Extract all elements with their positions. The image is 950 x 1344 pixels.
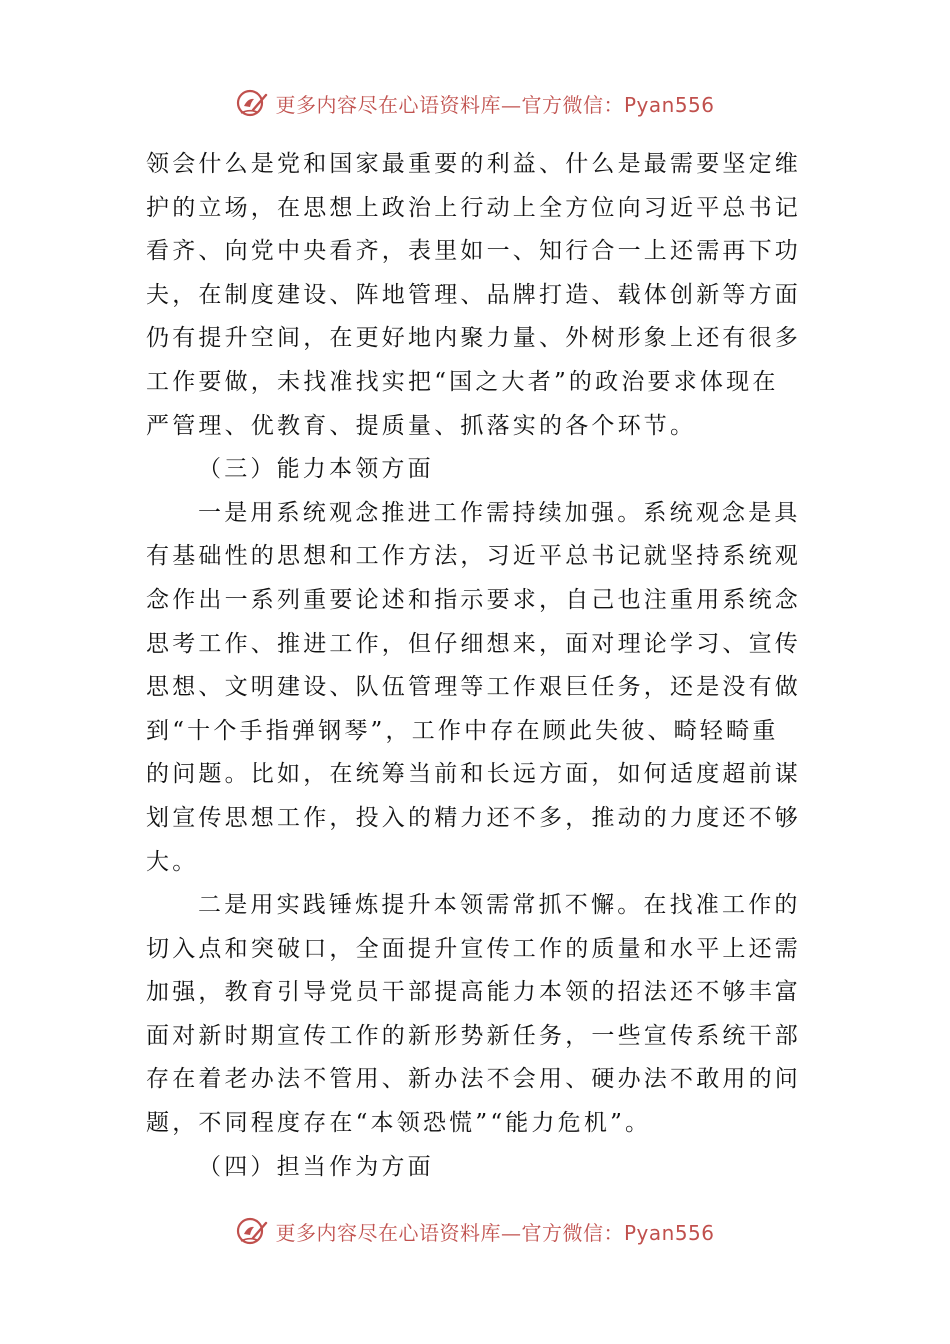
text-line: 严管理、优教育、提质量、抓落实的各个环节。 <box>146 412 697 439</box>
section-heading-ability: （三）能力本领方面 <box>198 456 434 483</box>
text-line: 题，不同程度存在“本领恐慌”“能力危机”。 <box>146 1110 652 1137</box>
text-line: 面对新时期宣传工作的新形势新任务，一些宣传系统干部 <box>146 1022 801 1049</box>
text-line: 的问题。比如，在统筹当前和长远方面，如何适度超前谋 <box>146 761 801 788</box>
text-line: 切入点和突破口，全面提升宣传工作的质量和水平上还需 <box>146 935 801 962</box>
text-line: 划宣传思想工作，投入的精力还不多，推动的力度还不够 <box>146 804 801 831</box>
pen-logo-icon <box>235 86 269 120</box>
text-line: 思想、文明建设、队伍管理等工作艰巨任务，还是没有做 <box>146 674 801 701</box>
watermark-wechat-id: Pyan556 <box>623 92 715 117</box>
text-line: 大。 <box>146 848 199 875</box>
pen-logo-icon <box>235 1214 269 1248</box>
watermark-text <box>275 1217 714 1246</box>
text-line: 到“十个手指弹钢琴”，工作中存在顾此失彼、畸轻畸重 <box>146 717 779 744</box>
text-line: 存在着老办法不管用、新办法不会用、硬办法不敢用的问 <box>146 1066 801 1093</box>
text-line: 思考工作、推进工作，但仔细想来，面对理论学习、宣传 <box>146 630 801 657</box>
text-line: 护的立场，在思想上政治上行动上全方位向习近平总书记 <box>146 194 801 221</box>
text-line: 一是用系统观念推进工作需持续加强。系统观念是具 <box>198 499 801 526</box>
footer-watermark <box>0 1211 950 1251</box>
text-line: 领会什么是党和国家最重要的利益、什么是最需要坚定维 <box>146 151 801 177</box>
watermark-text <box>275 89 714 118</box>
text-line: 念作出一系列重要论述和指示要求，自己也注重用系统念 <box>146 586 801 613</box>
text-line: 二是用实践锤炼提升本领需常抓不懈。在找准工作的 <box>198 892 801 919</box>
watermark-label: 更多内容尽在心语资料库—官方微信： <box>275 1220 624 1245</box>
watermark-wechat-id: Pyan556 <box>623 1220 715 1245</box>
section-heading-responsibility: （四）担当作为方面 <box>198 1153 434 1180</box>
text-line: 仍有提升空间，在更好地内聚力量、外树形象上还有很多 <box>146 325 801 352</box>
text-line: 加强，教育引导党员干部提高能力本领的招法还不够丰富 <box>146 979 801 1006</box>
document-body <box>146 143 806 1189</box>
watermark-label: 更多内容尽在心语资料库—官方微信： <box>275 92 624 117</box>
text-line: 看齐、向党中央看齐，表里如一、知行合一上还需再下功 <box>146 238 801 265</box>
text-line: 夫，在制度建设、阵地管理、品牌打造、载体创新等方面 <box>146 281 801 308</box>
text-line: 工作要做，未找准找实把“国之大者”的政治要求体现在 <box>146 368 779 395</box>
text-line: 有基础性的思想和工作方法，习近平总书记就坚持系统观 <box>146 543 801 570</box>
header-watermark <box>0 83 950 123</box>
